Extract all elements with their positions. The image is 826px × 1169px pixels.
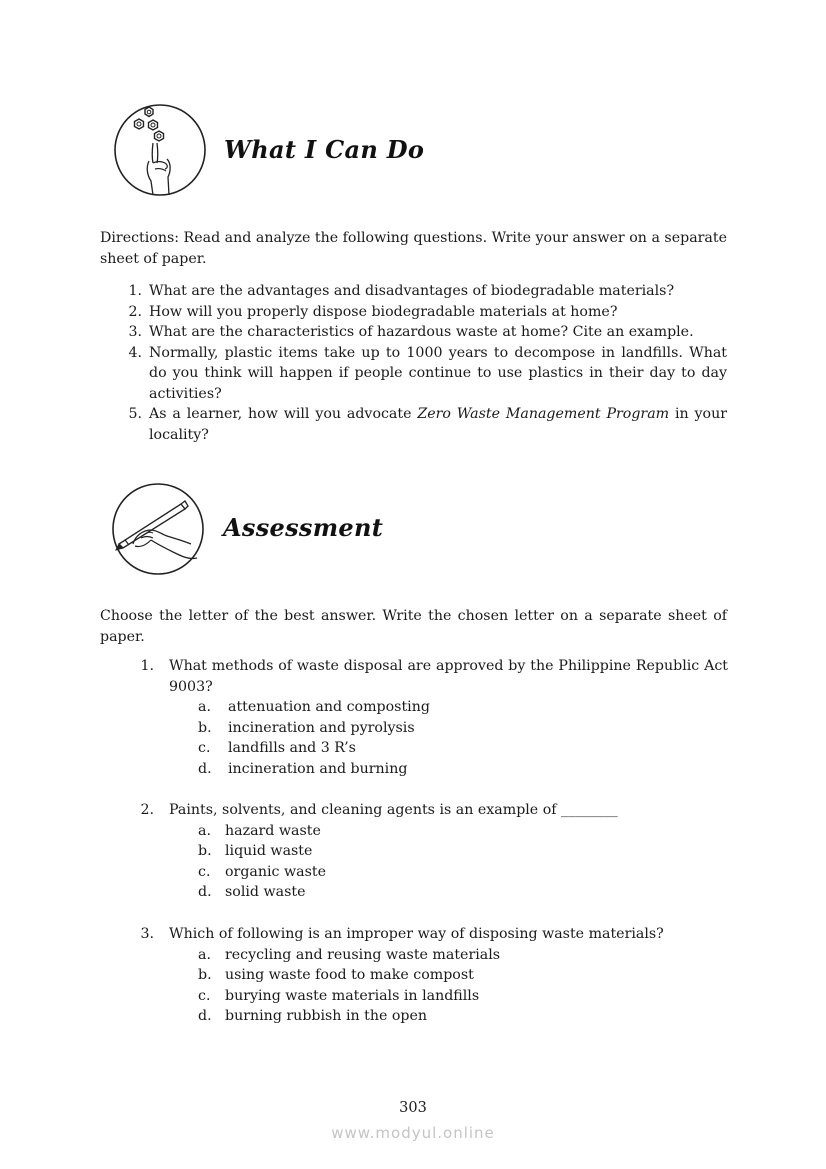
- choice-item: a. recycling and reusing waste materials: [198, 946, 501, 963]
- list-item: 4. Normally, plastic items take up to 1000 years to decompose in landfills. What do you think will happen if people continue to use plastics in their day to day activities?: [128, 344, 727, 402]
- choice-list: [140, 821, 728, 903]
- section-title-what-i-can-do: What I Can Do: [224, 135, 425, 164]
- section-title-assessment: Assessment: [223, 513, 384, 542]
- choice-item: c. organic waste: [198, 863, 326, 880]
- list-item: 2. How will you properly dispose biodegradable materials at home?: [128, 303, 618, 320]
- choice-list: [140, 945, 728, 1027]
- question-number: 1.: [140, 658, 154, 674]
- page-number: 303: [399, 1100, 427, 1116]
- choice-item: b. liquid waste: [198, 843, 313, 859]
- hand-holding-hexagons-icon: [113, 103, 207, 197]
- choice-item: b. incineration and pyrolysis: [198, 719, 415, 736]
- choice-item: d. incineration and burning: [198, 760, 408, 777]
- directions-what-i-can-do: Directions: Read and analyze the following questions. Write your answer on a separate sheet of paper.: [100, 230, 727, 267]
- hand-writing-pencil-icon: [111, 482, 205, 576]
- choice-item: a. attenuation and composting: [198, 699, 430, 715]
- assessment-item: [140, 800, 728, 903]
- choice-item: d. burning rubbish in the open: [198, 1008, 428, 1024]
- question-number: 3.: [140, 926, 154, 942]
- question-text: Which of following is an improper way of disposing waste materials?: [169, 926, 664, 942]
- assessment-item: [140, 656, 728, 779]
- list-item: 3. What are the characteristics of hazardous waste at home? Cite an example.: [128, 324, 694, 340]
- watermark: www.modyul.online: [331, 1124, 495, 1142]
- directions-assessment: Choose the letter of the best answer. Write the chosen letter on a separate sheet of paper.: [100, 608, 727, 645]
- choice-item: a. hazard waste: [198, 822, 321, 839]
- choice-list: [140, 697, 728, 779]
- question-list: [122, 281, 727, 445]
- question-text: What methods of waste disposal are approved by the Philippine Republic Act 9003?: [169, 658, 728, 695]
- choice-item: d. solid waste: [198, 884, 306, 900]
- list-item: 1. What are the advantages and disadvantages of biodegradable materials?: [128, 283, 675, 299]
- question-text: Paints, solvents, and cleaning agents is an example of ________: [169, 802, 618, 818]
- question-number: 2.: [140, 802, 154, 818]
- list-item: 5. As a learner, how will you advocate Zero Waste Management Program in your locality?: [128, 406, 728, 443]
- choice-item: c. burying waste materials in landfills: [198, 987, 480, 1004]
- choice-item: c. landfills and 3 R’s: [198, 740, 356, 756]
- choice-item: b. using waste food to make compost: [198, 967, 474, 983]
- assessment-item: [140, 924, 728, 1027]
